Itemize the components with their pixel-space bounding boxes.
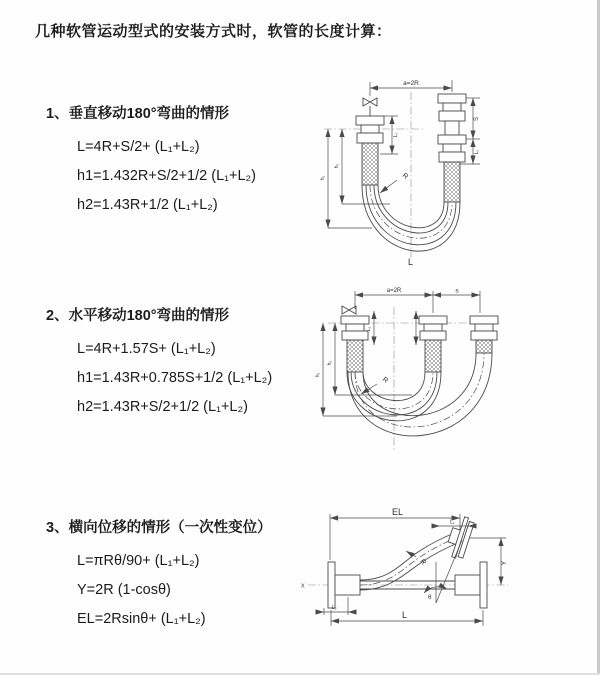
section-2-heading: 2、水平移动180°弯曲的情形 xyxy=(46,308,230,324)
dim-label-a2r: a=2R xyxy=(403,80,419,87)
braided-section xyxy=(476,340,492,353)
radius-label: R xyxy=(400,172,410,181)
section-1-heading: 1、垂直移动180°弯曲的情形 xyxy=(46,106,230,122)
dim-label-a2r: a=2R xyxy=(386,288,402,294)
hose-u-bend-position2 xyxy=(348,353,492,436)
dim-label-h1: h₁ xyxy=(320,175,326,181)
section-3-heading: 3、横向位移的情形（一次性变位） xyxy=(46,520,272,536)
dim-el xyxy=(330,507,460,560)
braided-section xyxy=(425,340,441,372)
dim-h2 xyxy=(327,323,412,395)
section-1 xyxy=(46,102,256,220)
dim-label-l1: L₁ xyxy=(393,132,399,138)
document-title: 几种软管运动型式的安装方式时，软管的长度计算： xyxy=(35,23,392,40)
dim-label-h1: h₁ xyxy=(315,372,321,378)
formula-Y: Y=2R (1-cosθ) xyxy=(77,582,171,598)
dim-label-l1: L₁ xyxy=(366,326,372,332)
section-2 xyxy=(46,304,272,422)
formula-h1: h1=1.432R+S/2+1/2 (L₁+L₂) xyxy=(77,168,257,184)
braided-section xyxy=(347,340,363,372)
right-flange-original xyxy=(455,562,487,608)
dim-label-l1: L₁ xyxy=(450,519,455,526)
dim-label-y: Y xyxy=(501,560,508,566)
left-fitting xyxy=(356,116,384,185)
length-label: L xyxy=(402,610,408,620)
formula-L: L=4R+1.57S+ (L₁+L₂) xyxy=(77,341,216,357)
formula-L: L=4R+S/2+ (L₁+L₂) xyxy=(77,139,200,155)
right-flange-displaced xyxy=(444,514,475,560)
dim-label-s: S xyxy=(474,116,480,122)
middle-fitting xyxy=(419,316,447,372)
formula-h2: h2=1.43R+S/2+1/2 (L₁+L₂) xyxy=(77,399,248,415)
formula-h1: h1=1.43R+0.785S+1/2 (L₁+L₂) xyxy=(77,370,273,386)
axis-label-x: X xyxy=(301,583,305,590)
dim-a2r xyxy=(355,288,480,314)
right-fitting-lower xyxy=(438,135,466,202)
dim-label-el: EL xyxy=(392,507,404,517)
formula-L: L=πRθ/90+ (L₁+L₂) xyxy=(77,553,200,569)
valve-icon xyxy=(363,98,377,116)
right-fitting xyxy=(470,316,498,353)
right-fitting-upper xyxy=(438,94,466,135)
dim-label-s: s xyxy=(455,287,459,295)
section-3 xyxy=(46,516,272,634)
braided-section xyxy=(444,162,460,202)
dim-l2 xyxy=(316,597,356,615)
formula-EL: EL=2Rsinθ+ (L₁+L₂) xyxy=(77,611,206,627)
length-label: L xyxy=(408,257,414,267)
valve-icon xyxy=(342,306,356,314)
braided-section xyxy=(362,143,378,185)
radius-annotation xyxy=(380,172,409,193)
radius-label: R xyxy=(418,558,427,567)
dim-label-h2: h₂ xyxy=(327,360,333,366)
diagram-horizontal-180-bend xyxy=(312,283,598,458)
dim-l xyxy=(331,610,483,626)
dim-label-h2: h₂ xyxy=(334,163,340,169)
diagram-vertical-180-bend xyxy=(312,72,598,268)
dim-label-l1: L₁ xyxy=(474,149,480,155)
left-flange xyxy=(328,562,360,608)
left-fitting xyxy=(341,316,369,372)
diagram-lateral-displacement xyxy=(300,500,600,650)
angle-label-theta: θ xyxy=(428,595,432,601)
radius-label: R xyxy=(380,376,390,385)
formula-h2: h2=1.43R+1/2 (L₁+L₂) xyxy=(77,197,218,213)
radius-annotation xyxy=(361,376,389,394)
dim-label-l2: L₂ xyxy=(332,605,337,611)
